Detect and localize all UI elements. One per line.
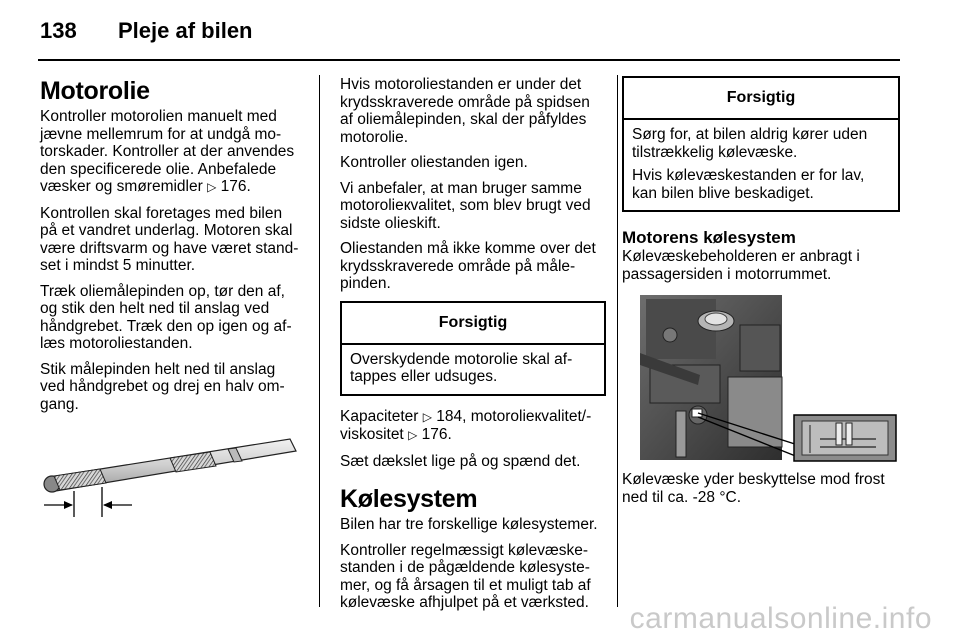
reference-arrow-icon: ▷ [422,409,432,424]
paragraph: Bilen har tre forskellige kølesystemer. [340,516,598,533]
paragraph-text: Kapaciteter [340,407,419,425]
paragraph: Sæt dækslet lige på og spænd det. [340,452,581,470]
caution-text: Overskydende motorolie skal af-tappes eller udsuges. [350,350,573,385]
caution-text: Sørg for, at bilen aldrig kører uden tilstrækkelig kølevæske. [632,126,868,161]
paragraph: Stik målepinden helt ned til anslag ved håndgrebet og drej en halv om-gang. [40,360,285,413]
watermark: carmanualsonline.info [629,602,932,635]
caution-title: Forsigtig [342,303,604,345]
page-reference[interactable]: 184 [436,407,463,425]
paragraph: Kølevæskebeholderen er anbragt i passagersiden i motorrummet. [622,248,860,283]
paragraph: Kontroller motorolien manuelt med jævne mellemrum for at undgå mo-torskader. Kontroller at der anvendes den specificerede olie. Anbefalede væsker og smøremidler ▷ 176. [40,108,295,195]
dipstick-illustration [40,425,302,525]
paragraph-text: , motorolieкvalitet/-viskositet [340,407,592,443]
caution-box [622,76,900,212]
paragraph-text: Kontroller motorolien manuelt med jævne mellemrum for at undgå mo-torskader. Kontroller at der anvendes den specificerede olie. Anbefalede væsker og smøremidler [40,108,295,195]
reference-arrow-icon: ▷ [408,428,418,442]
paragraph: Oliestanden må ikke komme over det krydsskraverede område på måle-pinden. [340,240,596,292]
section-heading-motorolie: Motorolie [40,77,150,105]
paragraph: Kontroller oliestanden igen. [340,154,528,171]
column-1 [40,76,302,525]
column-divider-1 [319,75,320,607]
paragraph: Hvis motoroliestanden er under det krydsskraverede område på spidsen af oliemålepinden, skal der påfyldes motorolie. [340,76,590,146]
paragraph: Kølevæske yder beskyttelse mod frost ned til ca. -28 °C. [622,471,885,506]
subsection-heading: Motorens kølesystem [622,228,796,247]
page-reference[interactable]: 176 [421,426,448,443]
section-heading-kolesystem: Kølesystem [340,485,478,513]
caution-text: Hvis kølevæskestanden er for lav, kan bilen blive beskadiget. [632,167,865,202]
coolant-reservoir-photo [640,295,900,465]
caution-box [340,301,606,396]
column-2 [340,76,606,620]
page-number: 138 [40,18,77,43]
paragraph: Vi anbefaler, at man bruger samme motorolieкvalitet, som blev brugt ved sidste olieskift. [340,179,591,232]
page-title: Pleje af bilen [118,18,253,43]
paragraph: Kontroller regelmæssigt kølevæske-standen i de pågældende kølesyste-mer, og få årsagen til et muligt tab af kølevæske afhjulpet på et værksted. [340,541,591,611]
caution-title: Forsigtig [624,78,898,120]
column-divider-2 [617,75,618,607]
page-reference[interactable]: 176 [220,178,247,195]
column-3 [622,76,900,514]
paragraph: Træk oliemålepinden op, tør den af, og stik den helt ned til anslag ved håndgrebet. Træk den op igen og af-læs motoroliestanden. [40,282,292,352]
reference-arrow-icon: ▷ [207,180,217,194]
paragraph: Kontrollen skal foretages med bilen på et vandret underlag. Motoren skal være driftsvarm og have været stand-set i mindst 5 minutter. [40,204,299,274]
paragraph: Kapaciteter ▷ 184, motorolieкvalitet/-viskositet ▷ 176. [340,407,592,443]
header-rule [38,59,900,61]
